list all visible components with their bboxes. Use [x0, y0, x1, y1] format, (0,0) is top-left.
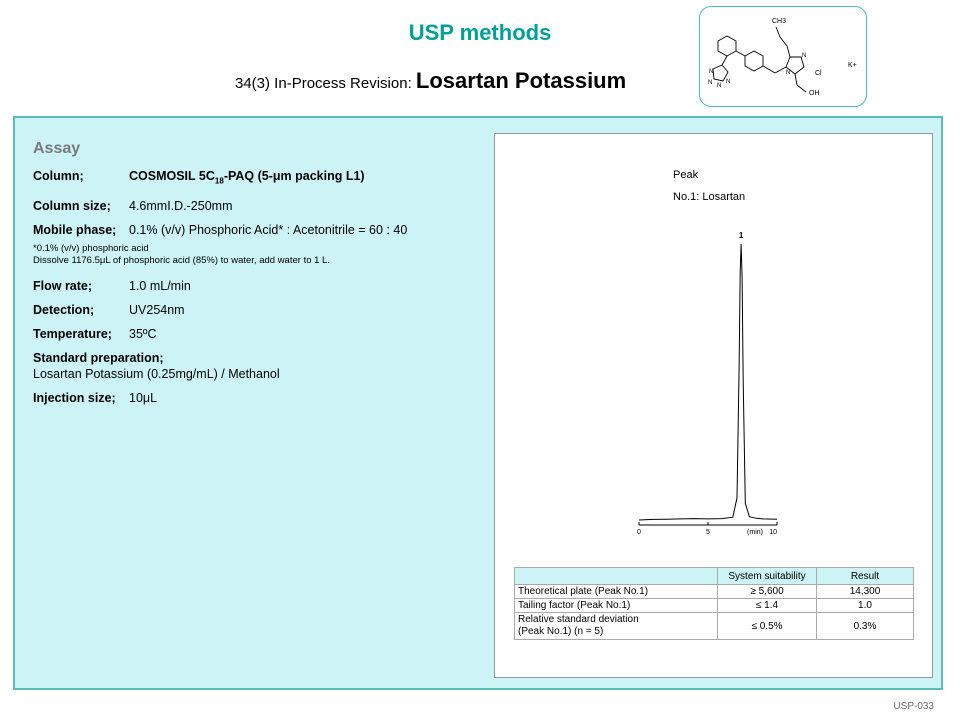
subtitle-prefix: 34(3) In-Process Revision: [235, 75, 416, 92]
n-label-1: N [786, 70, 791, 76]
cl-label: Cl [815, 70, 822, 77]
mobile-phase-label: Mobile phase; [33, 222, 117, 237]
assay-heading: Assay [33, 140, 81, 157]
assay-parameters [33, 168, 483, 414]
table-header-item [515, 568, 718, 585]
column-size-value: 4.6mmI.D.-250mm [129, 198, 233, 213]
table-cell-item: Theoretical plate (Peak No.1) [515, 585, 718, 599]
chromatogram-trace [639, 244, 777, 520]
chromatogram [495, 134, 932, 554]
table-cell-requirement: ≤ 0.5% [718, 613, 817, 640]
detection-label: Detection; [33, 302, 95, 317]
peak-label-1: 1 [738, 231, 744, 240]
table-header-requirement: System suitability [718, 568, 817, 585]
injection-size-label: Injection size; [33, 390, 116, 405]
standard-preparation-label: Standard preparation; [33, 350, 164, 365]
standard-preparation-row [33, 350, 483, 382]
flow-rate-value: 1.0 mL/min [129, 278, 191, 293]
n-label-5: N [717, 83, 722, 89]
chromatogram-panel [494, 133, 933, 678]
temperature-value: 35ºC [129, 326, 157, 341]
table-cell-item-line-1: Relative standard deviation [518, 614, 639, 625]
n-label-6: N [726, 79, 731, 85]
table-header-result: Result [817, 568, 914, 585]
column-size-label: Column size; [33, 198, 111, 213]
table-cell-result: 14,300 [817, 585, 914, 599]
injection-size-row [33, 390, 483, 406]
chemical-structure [699, 6, 867, 107]
detection-row [33, 302, 483, 318]
table-cell-item [515, 613, 718, 640]
x-tick-label: 5 [706, 529, 710, 536]
temperature-row [33, 326, 483, 342]
table-row [515, 613, 914, 640]
n-label-4: N [708, 80, 713, 86]
legend-heading: Peak [673, 169, 699, 181]
column-label: Column; [33, 169, 84, 183]
assay-panel [13, 116, 943, 690]
table-cell-result: 1.0 [817, 599, 914, 613]
flow-rate-label: Flow rate; [33, 278, 93, 293]
compound-name: Losartan Potassium [415, 68, 627, 93]
page-subtitle [235, 68, 626, 94]
table-cell-result: 0.3% [817, 613, 914, 640]
table-cell-item: Tailing factor (Peak No.1) [515, 599, 718, 613]
note-line-1: *0.1% (v/v) phosphoric acid [33, 242, 149, 254]
detection-value: UV254nm [129, 302, 185, 317]
system-suitability-table [514, 567, 914, 640]
x-tick-label: 10 [769, 529, 777, 536]
potassium-label: K+ [848, 62, 857, 69]
table-cell-item-line-2: (Peak No.1) (n = 5) [518, 626, 604, 637]
table-row [515, 585, 914, 599]
x-tick-label: 0 [637, 529, 641, 536]
n-label-3: N [709, 69, 714, 75]
table-cell-requirement: ≥ 5,600 [718, 585, 817, 599]
column-size-row [33, 198, 483, 214]
page-title: USP methods [408, 20, 552, 45]
oh-label: OH [809, 90, 820, 97]
x-axis-unit-label: (min) [747, 529, 763, 536]
column-value [129, 169, 365, 186]
table-cell-requirement: ≤ 1.4 [718, 599, 817, 613]
table-header-row [515, 568, 914, 585]
standard-preparation-value: Losartan Potassium (0.25mg/mL) / Methanol [33, 366, 280, 381]
injection-size-value: 10μL [129, 390, 158, 405]
flow-rate-row [33, 278, 483, 294]
column-value-suffix: -PAQ (5-μm packing L1) [223, 169, 365, 183]
column-row [33, 168, 483, 190]
ch3-label: CH3 [772, 18, 787, 25]
legend-entry-1: No.1: Losartan [673, 191, 746, 203]
n-label-2: N [802, 53, 807, 59]
mobile-phase-value: 0.1% (v/v) Phosphoric Acid* : Acetonitrile = 60 : 40 [129, 222, 408, 237]
mobile-phase-row [33, 222, 483, 238]
note-line-2: Dissolve 1176.5μL of phosphoric acid (85%) to water, add water to 1 L. [33, 254, 330, 266]
phosphoric-acid-note [33, 243, 483, 267]
page-code: USP-033 [893, 701, 934, 712]
column-value-prefix: COSMOSIL 5C [129, 169, 215, 183]
table-row [515, 599, 914, 613]
temperature-label: Temperature; [33, 326, 112, 341]
structure-drawing [700, 7, 866, 106]
column-value-subscript: 18 [214, 176, 224, 186]
